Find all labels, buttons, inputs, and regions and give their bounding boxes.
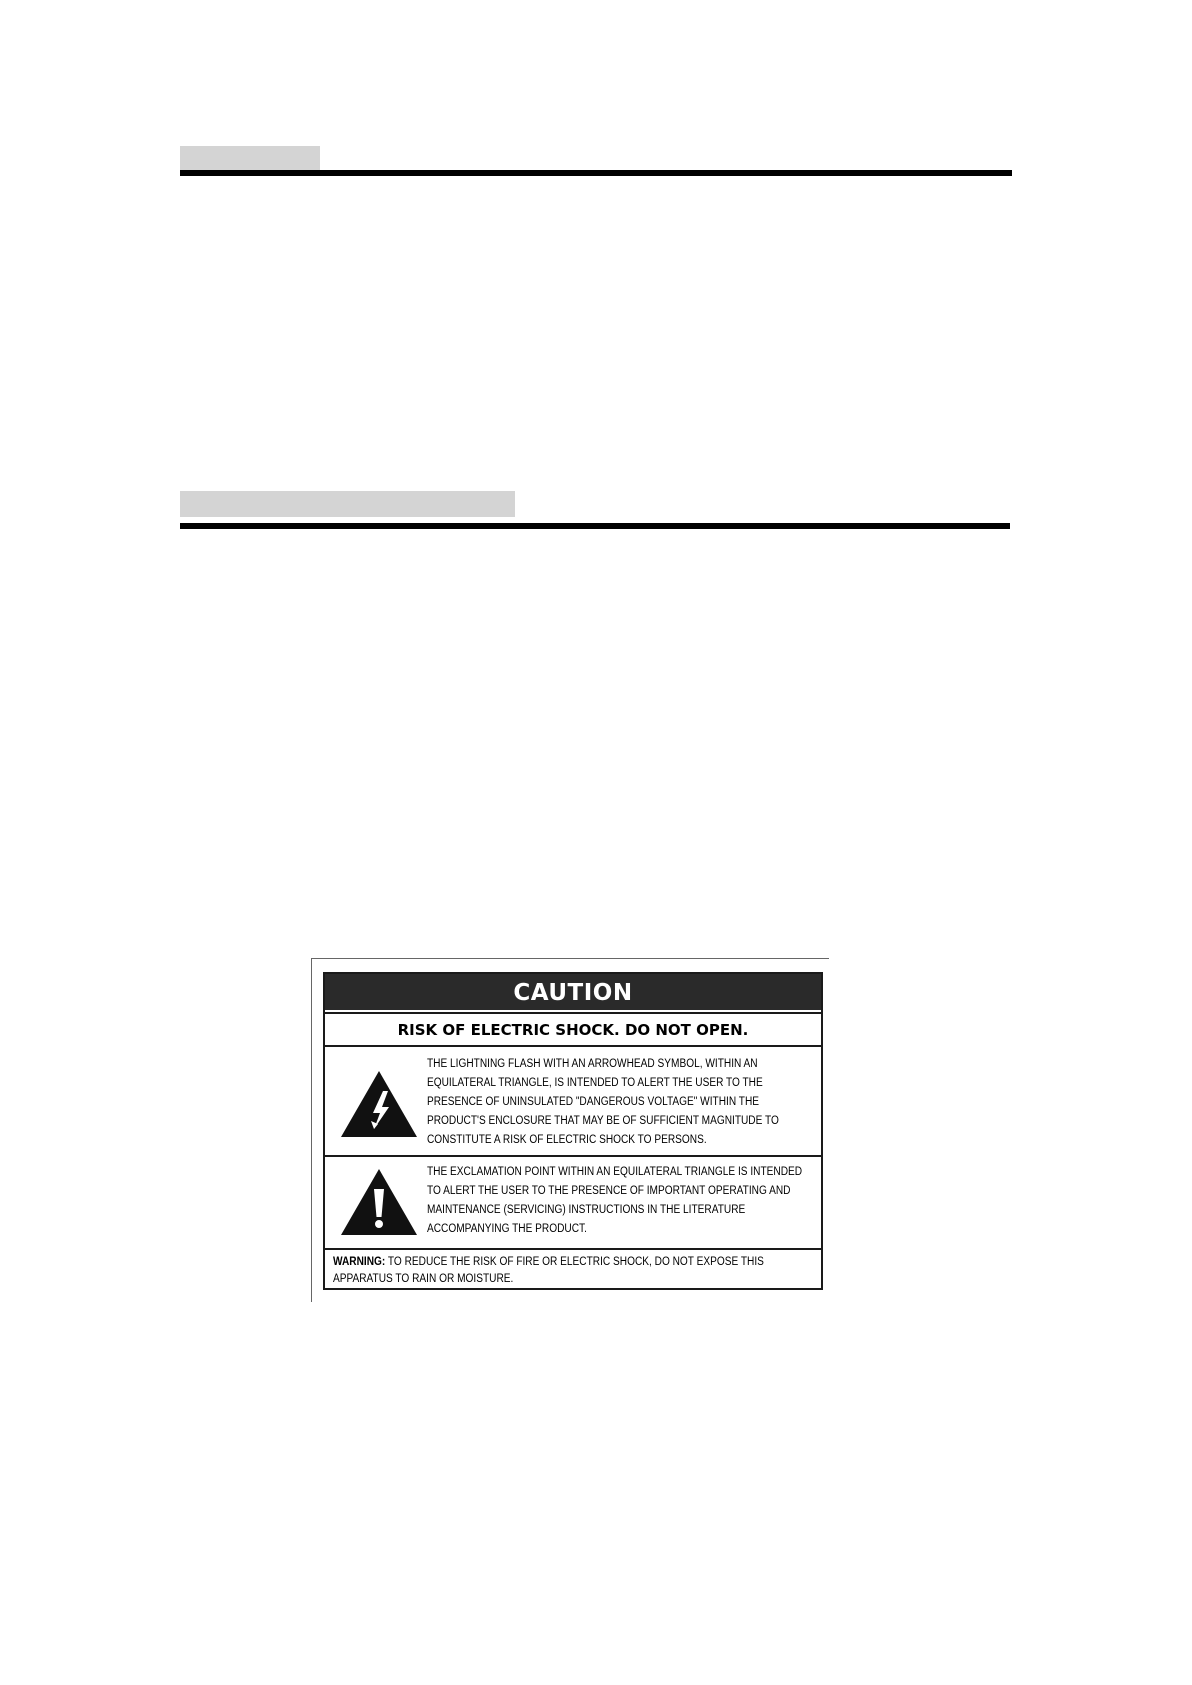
figure-frame	[311, 958, 312, 1302]
caution-subtitle: RISK OF ELECTRIC SHOCK. DO NOT OPEN.	[325, 1012, 821, 1047]
section-header-tab	[180, 491, 515, 517]
lightning-warning-row	[325, 1047, 821, 1157]
exclamation-warning-row	[325, 1157, 821, 1250]
exclamation-warning-icon	[339, 1167, 419, 1237]
warning-row	[325, 1250, 821, 1288]
section-divider	[180, 170, 1012, 176]
caution-label	[323, 972, 823, 1290]
lightning-warning-text: THE LIGHTNING FLASH WITH AN ARROWHEAD SYMBOL, WITHIN AN EQUILATERAL TRIANGLE, IS INTENDED TO ALERT THE USER TO THE PRESENCE OF UNINSULATED "DANGEROUS VOLTAGE" WITHIN THE PRODUCT'S ENCLOSURE THAT MAY BE OF SUFFICIENT MAGNITUDE TO CONSTITUTE A RISK OF ELECTRIC SHOCK TO PERSONS.	[427, 1058, 779, 1146]
warning-lead: WARNING:	[333, 1256, 386, 1268]
warning-text: TO REDUCE THE RISK OF FIRE OR ELECTRIC SHOCK, DO NOT EXPOSE THIS APPARATUS TO RAIN OR MOISTURE.	[333, 1256, 764, 1285]
section-divider	[180, 523, 1010, 529]
caution-title: CAUTION	[325, 974, 821, 1010]
lightning-warning-icon	[339, 1069, 419, 1139]
section-header-tab	[180, 146, 320, 170]
figure-frame	[311, 958, 829, 959]
caution-label-figure	[311, 958, 829, 1302]
exclamation-warning-text: THE EXCLAMATION POINT WITHIN AN EQUILATERAL TRIANGLE IS INTENDED TO ALERT THE USER TO THE PRESENCE OF IMPORTANT OPERATING AND MAINTENANCE (SERVICING) INSTRUCTIONS IN THE LITERATURE ACCOMPANYING THE PRODUCT.	[427, 1166, 803, 1235]
